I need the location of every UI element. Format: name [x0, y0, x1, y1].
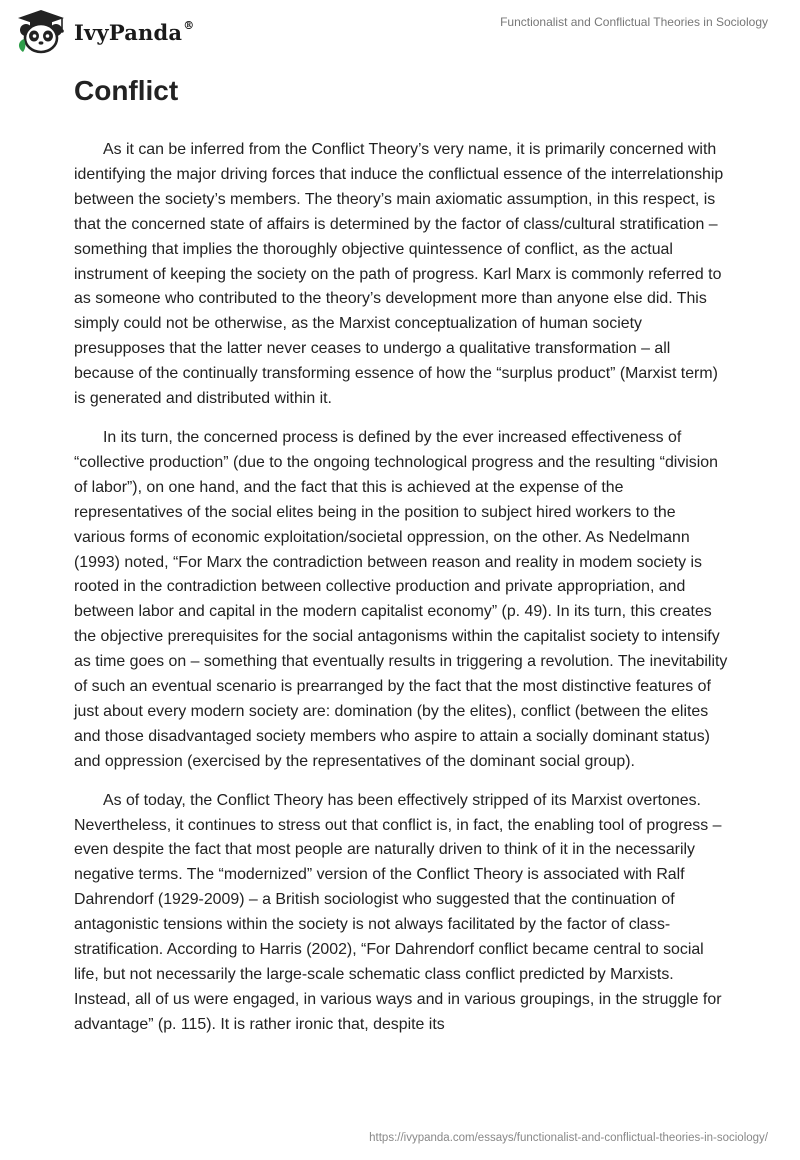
section-heading: Conflict — [74, 75, 179, 106]
brand-name: IvyPanda® — [74, 18, 195, 45]
document-title: Functionalist and Conflictual Theories in Sociology — [500, 15, 768, 29]
page-header — [0, 0, 800, 60]
essay-body — [74, 70, 730, 1052]
body-paragraph: As of today, the Conflict Theory has been effectively stripped of its Marxist overtones. Nevertheless, it continues to stress out that conflict is, in fact, the enabling tool of progress – even despite the fact that most people are naturally driven to think of it in the necessarily negative terms. The “modernized” version of the Conflict Theory is associated with Ralf Dahrendorf (1929-2009) – a British sociologist who suggested that the continuation of antagonistic tensions within the society is not always facilitated by the factor of class-stratification. According to Harris (2002), “For Dahrendorf conflict became central to social life, but not necessarily the large-scale schematic class conflict predicted by Marxists. Instead, all of us were engaged, in various ways and in various groupings, in the struggle for advantage” (p. 115). It is rather ironic that, despite its — [74, 791, 722, 1033]
body-paragraph: As it can be inferred from the Conflict Theory’s very name, it is primarily concerned with identifying the major driving forces that induce the conflictual essence of the interrelationship between the society’s members. The theory’s main axiomatic assumption, in this respect, is that the concerned state of affairs is determined by the factor of class/cultural stratification – something that implies the thoroughly objective quintessence of conflict, as the actual instrument of keeping the society on the path of progress. Karl Marx is commonly referred to as someone who contributed to the theory’s development more than anyone else did. This simply could not be otherwise, as the Marxist conceptualization of human society presupposes that the latter never ceases to undergo a qualitative transformation – all because of the continually transforming essence of how the “surplus product” (Marxist term) is generated and distributed within it. — [74, 141, 724, 408]
registered-mark: ® — [183, 18, 195, 32]
source-url[interactable]: https://ivypanda.com/essays/functionalist-and-conflictual-theories-in-sociology/ — [369, 1132, 768, 1144]
body-paragraph: In its turn, the concerned process is defined by the ever increased effectiveness of “collective production” (due to the ongoing technological progress and the resulting “division of labor”), on one hand, and the fact that this is achieved at the expense of the representatives of the social elites being in the position to subject hired workers to the various forms of economic exploitation/societal oppression, on the other. As Nedelmann (1993) noted, “For Marx the contradiction between reason and reality in modem society is rooted in the contradiction between collective production and private appropriation, and between labor and capital in the modern capitalist economy” (p. 49). In its turn, this creates the objective prerequisites for the social antagonisms within the capitalist society to intensify as time goes on – something that eventually results in triggering a revolution. The inevitability of such an eventual scenario is prearranged by the fact that the most distinctive features of just about every modern society are: domination (by the elites), conflict (between the elites and those disadvantaged society members who aspire to attain a socially dominant status) and oppression (exercised by the representatives of the dominant social group). — [74, 428, 728, 770]
panda-graduate-icon — [14, 8, 68, 54]
brand-logo[interactable] — [14, 8, 194, 54]
